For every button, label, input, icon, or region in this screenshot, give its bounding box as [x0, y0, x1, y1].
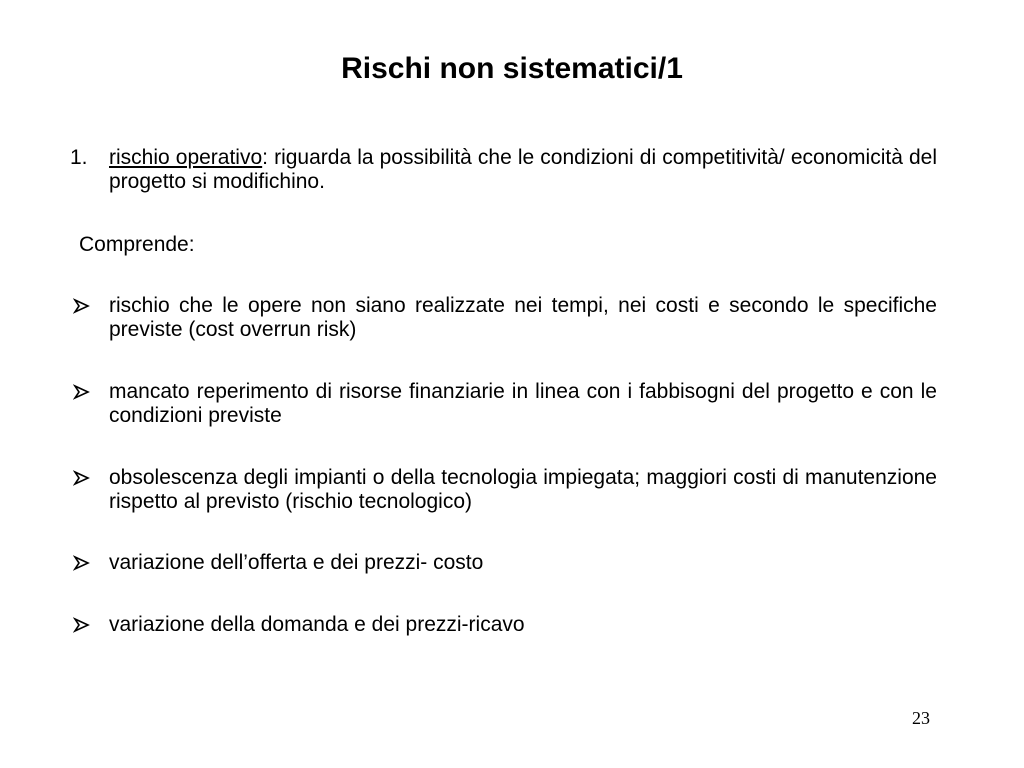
arrowhead-bullet-icon	[73, 466, 91, 490]
slide-title: Rischi non sistematici/1	[341, 52, 683, 85]
bullet-item: variazione della domanda e dei prezzi-ricavo	[109, 613, 525, 636]
item-1-paragraph	[109, 146, 937, 194]
arrowhead-bullet-icon	[73, 613, 91, 637]
item-1-term: rischio operativo	[109, 146, 263, 169]
arrowhead-bullet-icon	[73, 294, 91, 318]
arrowhead-bullet-icon	[73, 551, 91, 575]
comprende-label: Comprende:	[79, 233, 195, 256]
list-number: 1.	[70, 146, 88, 169]
page-number: 23	[912, 708, 930, 728]
bullet-item: mancato reperimento di risorse finanziarie in linea con i fabbisogni del progetto e con le condizioni previste	[109, 380, 937, 427]
arrowhead-bullet-icon	[73, 380, 91, 404]
item-1-text: : riguarda la possibilità che le condizioni di competitività/ economicità del progetto si modifichino.	[109, 146, 937, 193]
bullet-item: obsolescenza degli impianti o della tecnologia impiegata; maggiori costi di manutenzione rispetto al previsto (rischio tecnologico)	[109, 466, 937, 513]
bullet-item: rischio che le opere non siano realizzate nei tempi, nei costi e secondo le specifiche previste (cost overrun risk)	[109, 294, 937, 341]
bullet-item: variazione dell’offerta e dei prezzi- costo	[109, 551, 484, 574]
